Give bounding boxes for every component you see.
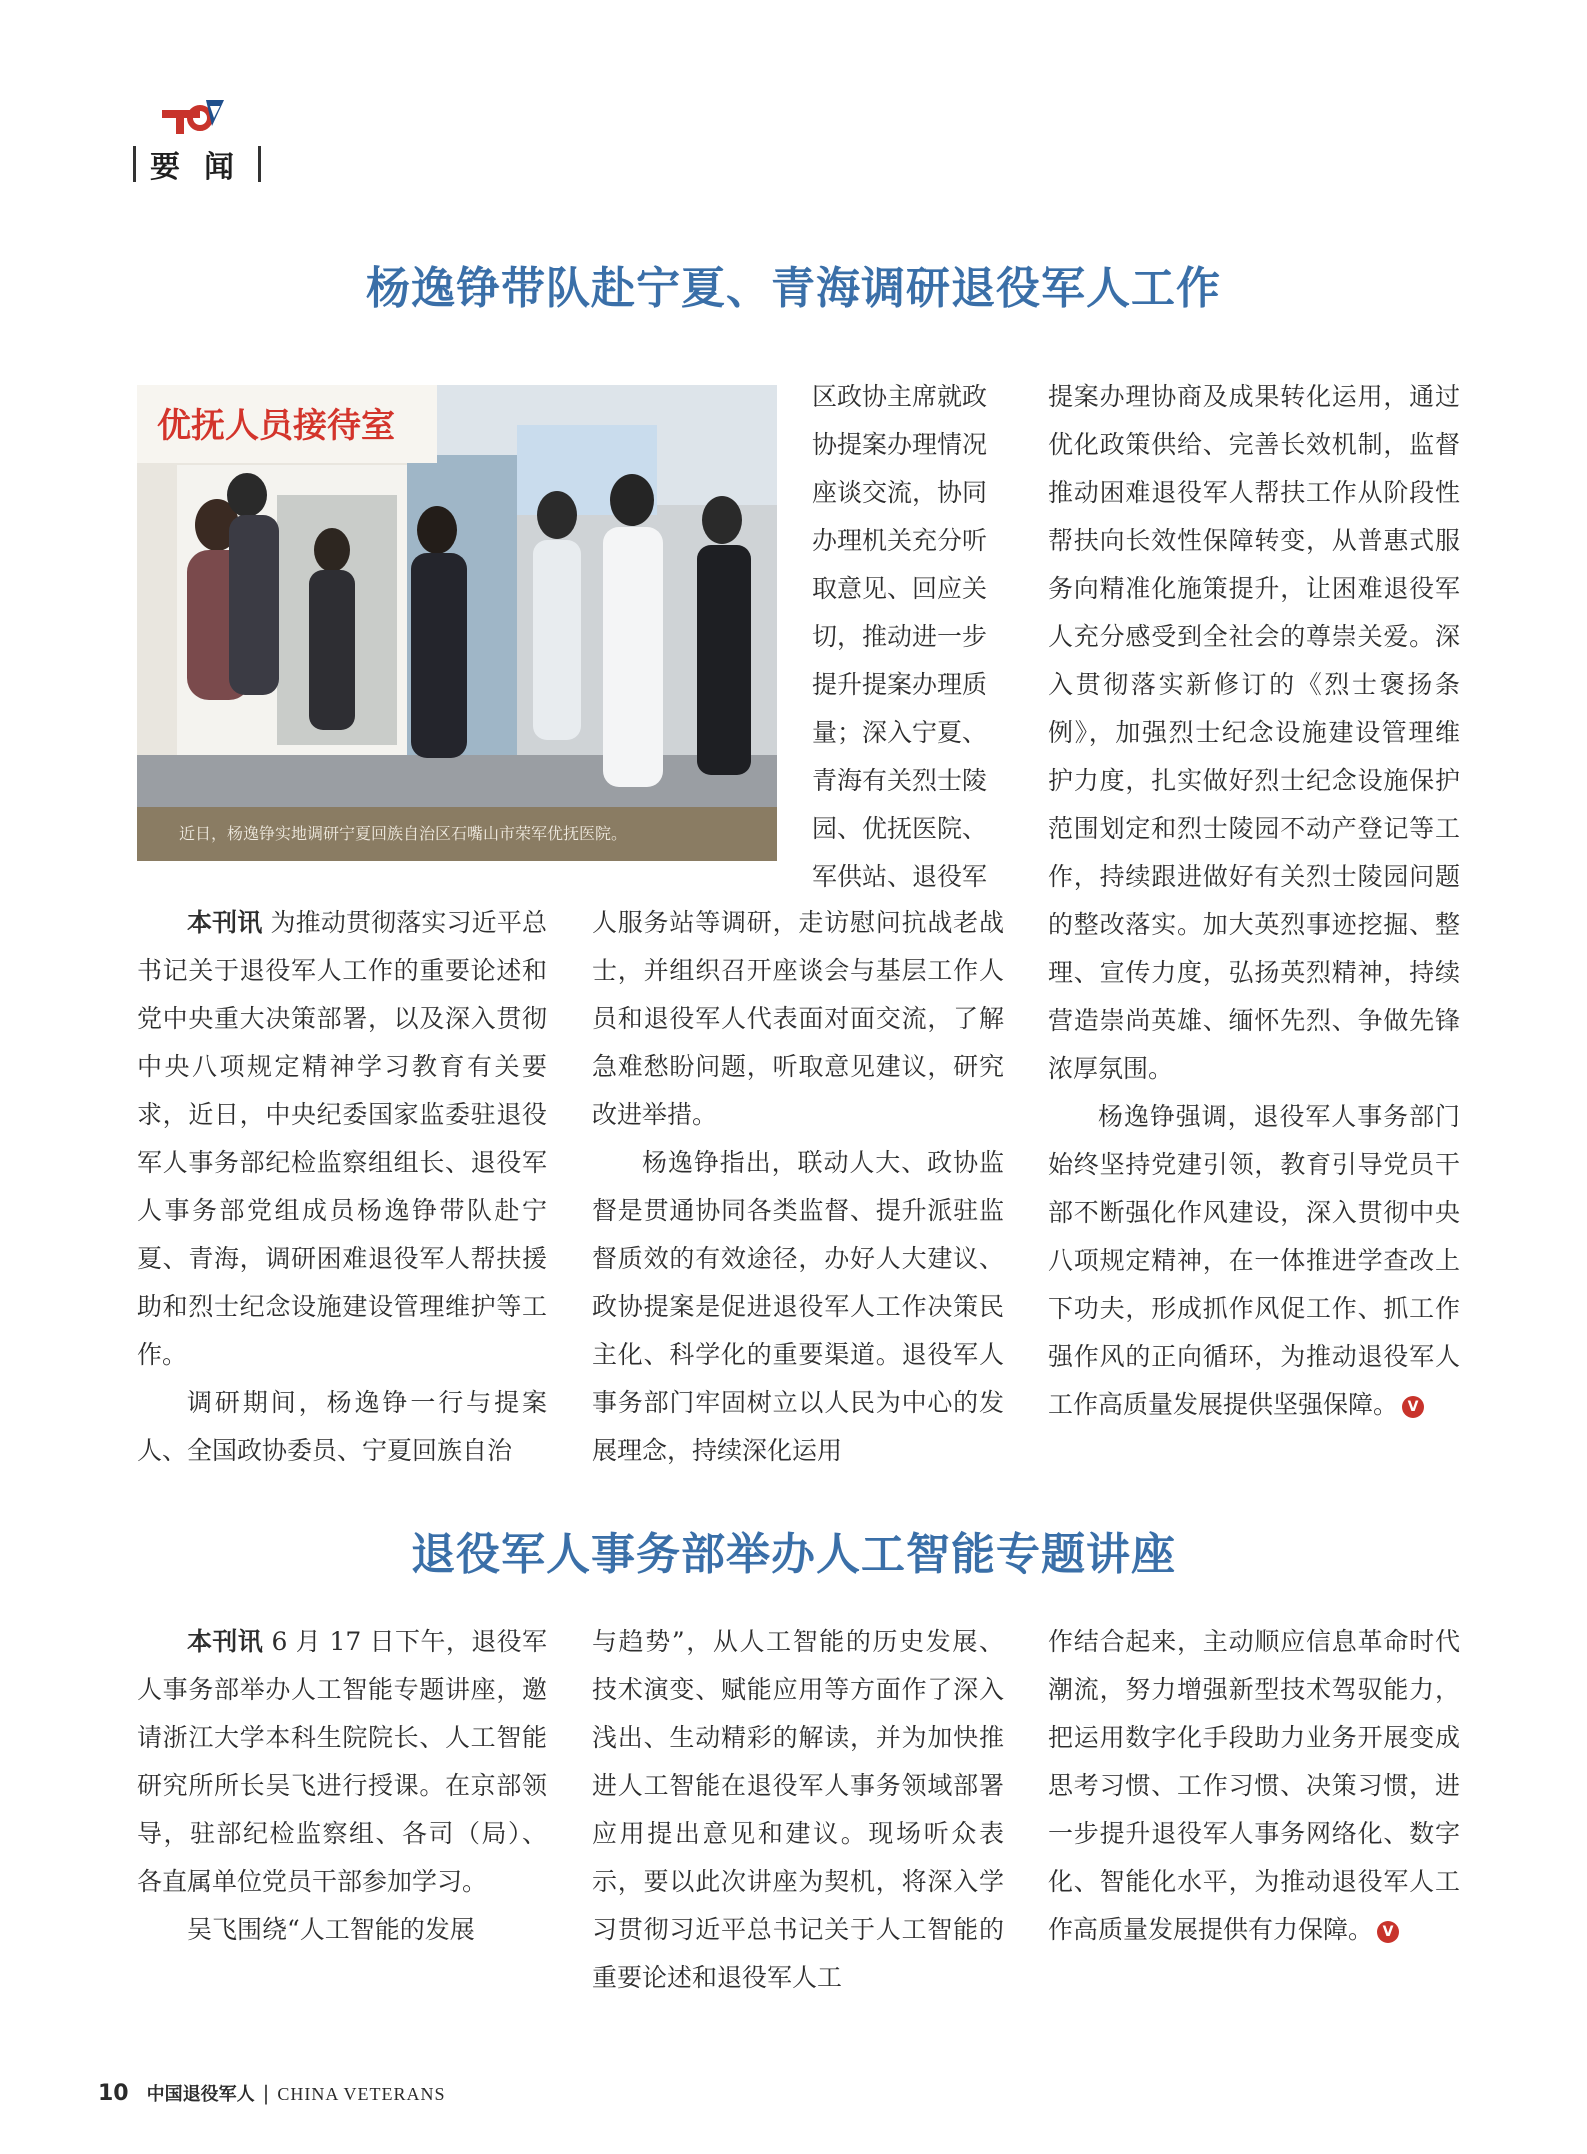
article1-paragraph: 提案办理协商及成果转化运用，通过优化政策供给、完善长效机制，监督推动困难退役军人帮扶工作从阶段性帮扶向长效性保障转变，从普惠式服务向精准化施策提升，让困难退役军人充分感受到全社会的尊崇关爱。深入贯彻落实新修订的《烈士褒扬条例》，加强烈士纪念设施建设管理维护力度，扎实做好烈士纪念设施保护范围划定和烈士陵园不动产登记等工作，持续跟进做好有关烈士陵园问题的整改落实。加大英烈事迹挖掘、整理、宣传力度，弘扬英烈精神，持续营造崇尚英雄、缅怀先烈、争做先锋浓厚氛围。 <box>1048 382 1460 1083</box>
end-mark-icon: V <box>1402 1396 1424 1418</box>
text-line: 办理机关充分听 <box>812 526 988 555</box>
magazine-english-name: CHINA VETERANS <box>277 2084 446 2104</box>
text-line: 座谈交流，协同 <box>812 478 988 507</box>
text-line: 量；深入宁夏、 <box>812 718 988 747</box>
article2-paragraph: 吴飞围绕“人工智能的发展 <box>187 1915 475 1944</box>
article2-paragraph: 与趋势”，从人工智能的历史发展、技术演变、赋能应用等方面作了深入浅出、生动精彩的解读，并为加快推进人工智能在退役军人事务领域部署应用提出意见和建议。现场听众表示，要以此次讲座为契机，将深入学习贯彻习近平总书记关于人工智能的重要论述和退役军人工 <box>592 1627 1004 1992</box>
page-footer <box>98 2080 446 2106</box>
text-line: 军供站、退役军 <box>812 862 988 891</box>
article2-column-middle <box>592 1618 1004 2002</box>
text-line: 切，推动进一步 <box>812 622 988 651</box>
photo-caption: 近日，杨逸铮实地调研宁夏回族自治区石嘴山市荣军优抚医院。 <box>137 807 777 861</box>
article2-title: 退役军人事务部举办人工智能专题讲座 <box>411 1529 1176 1580</box>
article1-paragraph: 本刊讯 为推动贯彻落实习近平总书记关于退役军人工作的重要论述和党中央重大决策部署，以及深入贯彻中央八项规定精神学习教育有关要求，近日，中央纪委国家监委驻退役军人事务部纪检监察组组长、退役军人事务部党组成员杨逸铮带队赴宁夏、青海，调研困难退役军人帮扶援助和烈士纪念设施建设管理维护等工作。 <box>137 908 547 1369</box>
article2-column-right <box>1048 1618 1460 1954</box>
magazine-logo <box>160 96 226 136</box>
article1-title: 杨逸铮带队赴宁夏、青海调研退役军人工作 <box>366 263 1221 314</box>
page-number: 10 <box>98 2081 129 2106</box>
section-divider-right <box>258 146 261 182</box>
text-line: 提升提案办理质 <box>812 670 988 699</box>
article2-column-left <box>137 1618 547 1954</box>
article1-column-left <box>137 899 547 1475</box>
article2-paragraph: 本刊讯 6 月 17 日下午，退役军人事务部举办人工智能专题讲座，邀请浙江大学本科生院院长、人工智能研究所所长吴飞进行授课。在京部领导，驻部纪检监察组、各司（局）、各直属单位党员干部参加学习。 <box>137 1627 547 1896</box>
text-line: 园、优抚医院、 <box>812 814 988 843</box>
text-line: 取意见、回应关 <box>812 574 988 603</box>
magazine-name: 中国退役军人 <box>146 2084 255 2105</box>
article1-paragraph: 杨逸铮强调，退役军人事务部门始终坚持党建引领，教育引导党员干部不断强化作风建设，深入贯彻中央八项规定精神，在一体推进学查改上下功夫，形成抓作风促工作、抓工作强作风的正向循环，为推动退役军人工作高质量发展提供坚强保障。 V <box>1048 1102 1460 1419</box>
text-line: 区政协主席就政 <box>812 382 988 411</box>
article1-lead: 本刊讯 <box>187 908 263 937</box>
footer-separator: | <box>262 2081 270 2105</box>
article1-column-middle <box>592 899 1004 1475</box>
text-line: 协提案办理情况 <box>812 430 988 459</box>
article2-lead: 本刊讯 <box>187 1627 264 1656</box>
article1-column-narrow <box>812 373 1008 901</box>
article1-paragraph: 杨逸铮指出，联动人大、政协监督是贯通协同各类监督、提升派驻监督质效的有效途径，办好人大建议、政协提案是促进退役军人工作决策民主化、科学化的重要渠道。退役军人事务部门牢固树立以人民为中心的发展理念，持续深化运用 <box>592 1148 1004 1465</box>
end-mark-icon: V <box>1377 1921 1399 1943</box>
article1-paragraph: 人服务站等调研，走访慰问抗战老战士，并组织召开座谈会与基层工作人员和退役军人代表面对面交流，了解急难愁盼问题，听取意见建议，研究改进举措。 <box>592 908 1004 1129</box>
text-line: 青海有关烈士陵 <box>812 766 988 795</box>
article2-paragraph: 作结合起来，主动顺应信息革命时代潮流，努力增强新型技术驾驭能力，把运用数字化手段助力业务开展变成思考习惯、工作习惯、决策习惯，进一步提升退役军人事务网络化、数字化、智能化水平，为推动退役军人工作高质量发展提供有力保障。 V <box>1048 1627 1460 1944</box>
photo-sign-text: 优抚人员接待室 <box>157 406 395 446</box>
section-header <box>133 143 261 185</box>
article1-column-right <box>1048 373 1460 1429</box>
section-label: 要闻 <box>150 150 258 185</box>
article1-photo <box>137 385 777 861</box>
article1-paragraph: 调研期间，杨逸铮一行与提案人、全国政协委员、宁夏回族自治 <box>137 1388 547 1465</box>
